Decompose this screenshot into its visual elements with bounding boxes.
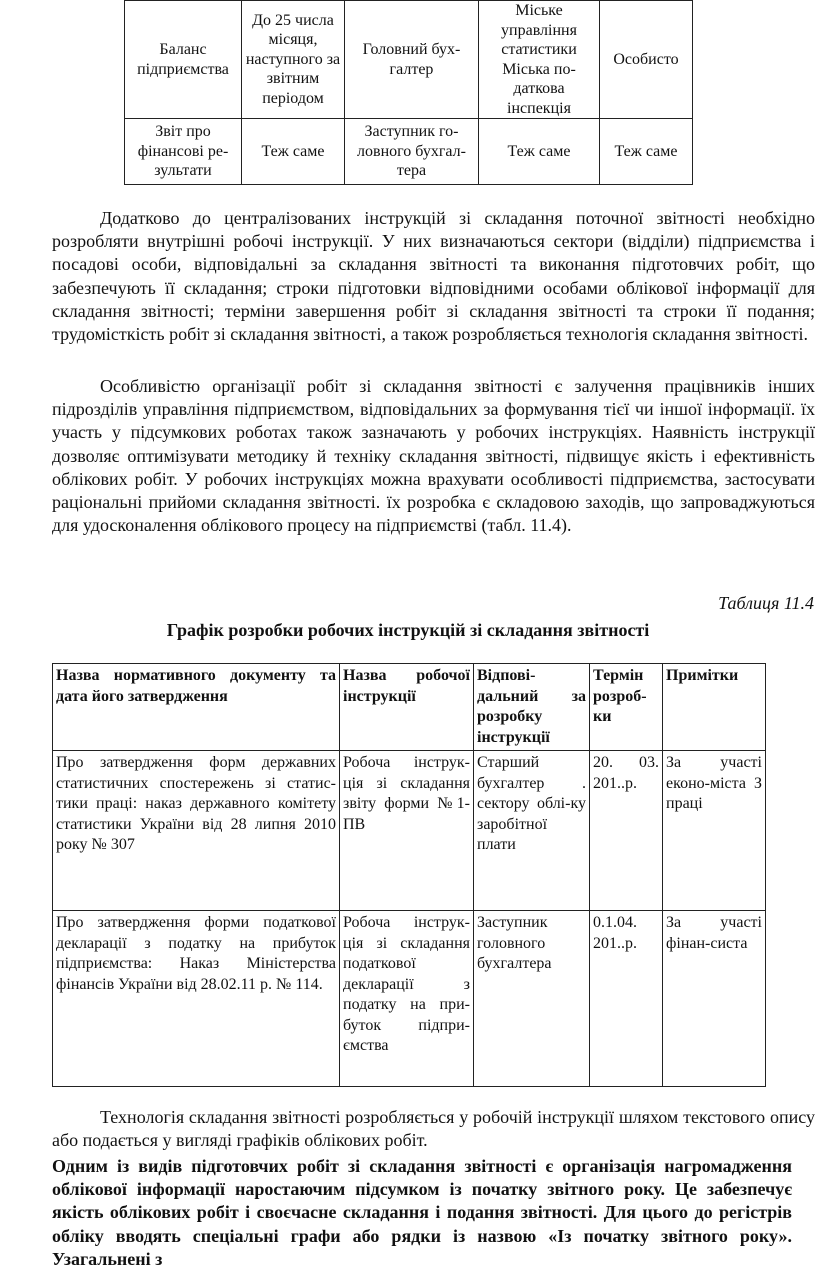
column-header: Термін розроб-ки xyxy=(590,664,663,751)
table-cell: Робоча інструк-ція зі складання звіту форми №1-ПВ xyxy=(340,751,474,911)
table-cell: До 25 числа місяця, наступного за звітним періодом xyxy=(242,1,345,119)
column-header: Примітки xyxy=(663,664,766,751)
bold-paragraph: Одним із видів підготовчих робіт зі складання звітності є організація нагромадження облікової інформації наростаючим підсумком із початку звітного року. Це забезпечує якість облікових робіт і своєчасне складання і подання звітності. Для цього до регістрів обліку вводять спеціальні графи або рядки із назвою «Із початку звітного року». Узагальнені з xyxy=(52,1156,792,1269)
table-cell: Теж саме xyxy=(600,119,693,185)
table-cell: Теж саме xyxy=(479,119,600,185)
column-header: Назва нормативного документу та дата його затвердження xyxy=(53,664,340,751)
column-header: Відпові-дальний за розробку інструкції xyxy=(474,664,590,751)
paragraph: Додатково до централізованих інструкцій зі складання поточної звітності необхідно розробляти внутрішні робочі інструкції. У них визначаються сектори (відділи) підприємства і посадові особи, відповідальні за складання звітності та виконання підготовчих робіт, що забезпечують її складання; строки підготовки відповідними особами облікової інформації для складання звітності; терміни завершення робіт зі складання звітності та строки її подання; трудомісткість робіт зі складання звітності, а також розробляється технологія складання звітності. xyxy=(52,208,815,345)
table-cell: Головний бух-галтер xyxy=(345,1,479,119)
table-row xyxy=(53,911,766,1087)
table-cell: Про затвердження форм державних статистичних спостережень зі статис-тики праці: наказ державного комітету статистики України від 28 липня 2010 року № 307 xyxy=(53,751,340,911)
table-cell: Заступник головного бухгалтера xyxy=(474,911,590,1087)
instructions-table xyxy=(52,663,766,1087)
column-header: Назва робочої інструкції xyxy=(340,664,474,751)
table-cell: Звіт про фінансові ре-зультати xyxy=(125,119,242,185)
paragraph: Технологія складання звітності розробляється у робочій інструкції шляхом текстового опису або подається у вигляді графіків облікових робіт. xyxy=(52,1107,815,1151)
table-cell: Старший бухгалтер . сектору облі-ку заробітної плати xyxy=(474,751,590,911)
table-cell: 20. 03. 201..р. xyxy=(590,751,663,911)
table-caption: Таблиця 11.4 xyxy=(718,593,814,613)
paragraph: Особливістю організації робіт зі складання звітності є залучення працівників інших підрозділів управління підприємством, відповідальних за формування тієї чи іншої інформації. їх участь у підсумкових роботах також зазначають у робочих інструкціях. Наявність інструкції дозволяє оптимізувати методику й техніку складання звітності, підвищує якість і ефективність облікових робіт. У робочих інструкціях можна врахувати особливості підприємства, застосувати раціональні прийоми складання звітності. їх розробка є складовою заходів, що запроваджуються для удосконалення облікового процесу на підприємстві (табл. 11.4). xyxy=(52,376,815,536)
table-cell: Особисто xyxy=(600,1,693,119)
table-cell: 0.1.04. 201..р. xyxy=(590,911,663,1087)
table-cell: За участі еконо-міста З праці xyxy=(663,751,766,911)
table-cell: Теж саме xyxy=(242,119,345,185)
table-cell: Заступник го-ловного бухгал-тера xyxy=(345,119,479,185)
reporting-table xyxy=(124,0,693,185)
table-cell: Про затвердження форми податкової декларації з податку на прибуток підприємства: Наказ Міністерства фінансів України від 28.02.11 р. № 114. xyxy=(53,911,340,1087)
table-cell: Баланс підприємства xyxy=(125,1,242,119)
table-row xyxy=(53,751,766,911)
table-cell: Міське управління статистики Міська по-даткова інспекція xyxy=(479,1,600,119)
table-title: Графік розробки робочих інструкцій зі складання звітності xyxy=(166,620,650,640)
table-cell: За участі фінан-систа xyxy=(663,911,766,1087)
table-cell: Робоча інструк-ція зі складання податкової декларації з податку на при-буток підпри-ємства xyxy=(340,911,474,1087)
